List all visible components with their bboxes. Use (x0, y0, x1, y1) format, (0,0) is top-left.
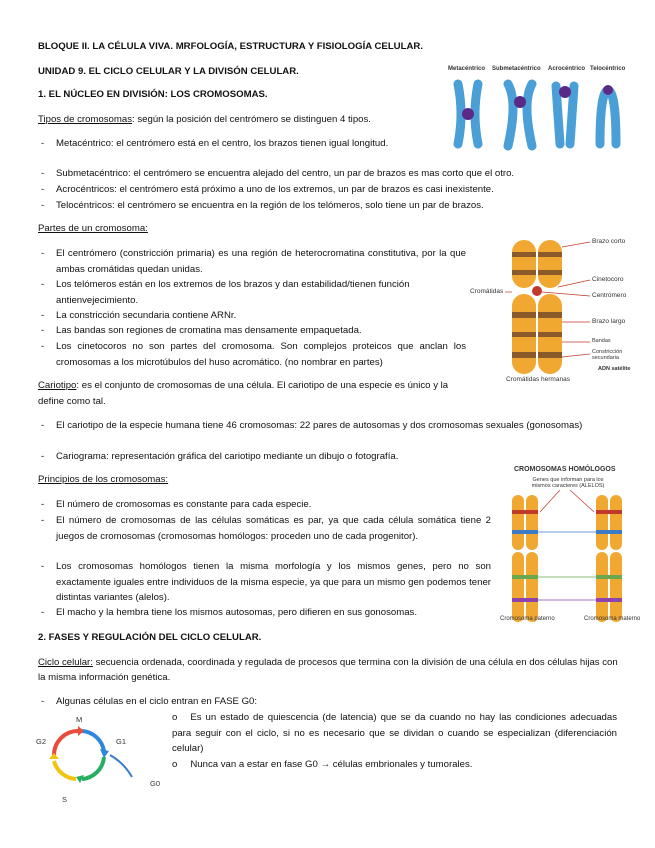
list-item: - Las bandas son regiones de cromatina mas densamente empaquetada. (41, 325, 362, 336)
label-centromero: Centrómero (592, 292, 627, 299)
cycle-label-g0: G0 (150, 779, 161, 788)
ciclo-intro: secuencia ordenada, coordinada y regulada de procesos que termina con la división de una célula en dos células hijas con la misma información genética. (38, 657, 618, 683)
tipos-heading: Tipos de cromosomas (38, 114, 133, 125)
label-cromatidas-hermanas: Cromátidas hermanas (506, 376, 570, 383)
label-brazo-corto: Brazo corto (592, 238, 626, 245)
homologous-chromosomes-figure (500, 466, 645, 626)
label-constriccion: Constricción secundaria (592, 349, 623, 361)
list-item: - Los cromosomas homólogos tienen la misma morfología y los mismos genes, pero no son exactamente iguales entre individuos de la misma especie, ya que para un mismo gen podemos tener distintas variantes (alelos). (41, 561, 491, 603)
list-item: - La constricción secundaria contiene ARNr. (41, 310, 237, 321)
list-item: - Telocéntricos: el centrómero se encuentra en la región de los telómeros, solo tiene un par de brazos. (41, 200, 484, 211)
label-bandas: Bandas (592, 338, 611, 344)
list-item: - Submetacéntrico: el centrómero se encuentra alejado del centro, un par de brazos es mas corto que el otro. (41, 168, 515, 179)
cariotipo-paragraph (38, 378, 468, 410)
principios-heading: Principios de los cromosomas: (38, 474, 169, 485)
list-item: - Algunas células en el ciclo entran en FASE G0: (41, 696, 258, 707)
type-label-telocentrico: Telocéntrico (590, 66, 626, 72)
label-cinetocoro: Cinetocoro (592, 276, 624, 283)
chromosome-parts-drawing (470, 232, 640, 387)
cycle-label-g2: G2 (36, 737, 47, 746)
list-item: - El número de cromosomas es constante para cada especie. (41, 499, 312, 510)
homologous-drawing (500, 490, 645, 630)
list-item: - El número de cromosomas de las células somáticas es par, ya que cada célula somática tiene 2 juegos de cromosomas (cromosomas homólogos: proceden uno de cada progenitor). (41, 515, 491, 542)
label-cromosoma-materno: Cromosoma materno (584, 616, 641, 622)
type-label-acrocentrico: Acrocéntrico (548, 66, 586, 72)
cycle-label-g1: G1 (116, 737, 127, 746)
sub-list-item: o Es un estado de quiescencia (de latencia) que se da cuando no hay las condiciones adecuadas para seguir con el ciclo, si no es necesario que se dividan o cuando se especializan (diferenciación celular) (172, 712, 617, 754)
partes-heading: Partes de un cromosoma: (38, 223, 148, 234)
cycle-label-s: S (62, 795, 68, 804)
label-cromatidas: Cromátidas (470, 288, 504, 295)
tipos-paragraph (38, 113, 371, 127)
cell-cycle-arrows (32, 715, 172, 810)
chromosome-parts-figure (470, 232, 640, 387)
label-adn-satelite: ADN satélite (598, 366, 631, 372)
ciclo-paragraph (38, 655, 618, 685)
type-label-metacentrico: Metacéntrico (448, 66, 486, 72)
sub-list-item: o Nunca van a estar en fase G0 → células embrionales y tumorales. (172, 759, 473, 770)
list-item: - El centrómero (constricción primaria) es una región de heterocromatina constitutiva, por la que ambas cromátidas quedan unidas. (41, 248, 466, 275)
list-item: - Los telómeros están en los extremos de los brazos y dan estabilidad/tienen función antienvejecimiento. (41, 279, 410, 306)
block-title: BLOQUE II. LA CÉLULA VIVA. MRFOLOGÍA, ESTRUCTURA Y FISIOLOGÍA CELULAR. (38, 41, 423, 52)
label-brazo-largo: Brazo largo (592, 318, 626, 325)
type-label-submetacentrico: Submetacéntrico (492, 66, 541, 72)
label-cromosoma-paterno: Cromosoma paterno (500, 616, 555, 622)
list-item: - El cariotipo de la especie humana tiene 46 cromosomas: 22 pares de autosomas y dos cromosomas sexuales (gonosomas) (41, 420, 583, 431)
cariotipo-intro: : es el conjunto de cromosomas de una célula. El cariotipo de una especie es único y la define como tal. (38, 380, 449, 407)
list-item: - Los cinetocoros no son partes del cromosoma. Son complejos proteicos que anclan los cromosomas a los microtúbulos del huso acromático. (no nombrar en partes) (41, 341, 466, 368)
list-item: - Metacéntrico: el centrómero está en el centro, los brazos tienen igual longitud. (41, 138, 389, 149)
tipos-intro: : según la posición del centrómero se distinguen 4 tipos. (132, 114, 371, 125)
list-item: - El macho y la hembra tiene los mismos autosomas, pero difieren en sus gonosomas. (41, 607, 418, 618)
homologos-subtitle: Genes que informan para los mismos caracteres (ALELOS) (531, 477, 605, 489)
unit-title: UNIDAD 9. EL CICLO CELULAR Y LA DIVISÓN CELULAR. (38, 66, 299, 77)
list-item: - Cariograma: representación gráfica del cariotipo mediante un dibujo o fotografía. (41, 451, 399, 462)
cell-cycle-diagram (32, 715, 172, 810)
homologos-title: CROMOSOMAS HOMÓLOGOS (514, 466, 616, 473)
cycle-label-m: M (76, 715, 83, 724)
ciclo-heading: Ciclo celular: (38, 657, 93, 668)
chromosome-types-drawing (440, 74, 630, 159)
list-item: - Acrocéntricos: el centrómero está próximo a uno de los extremos, un par de brazos es casi inexistente. (41, 184, 494, 195)
section-2-title: 2. FASES Y REGULACIÓN DEL CICLO CELULAR. (38, 632, 262, 643)
chromosome-types-figure (440, 62, 630, 157)
cariotipo-heading: Cariotipo (38, 380, 77, 391)
section-1-title: 1. EL NÚCLEO EN DIVISIÓN: LOS CROMOSOMAS. (38, 89, 268, 100)
